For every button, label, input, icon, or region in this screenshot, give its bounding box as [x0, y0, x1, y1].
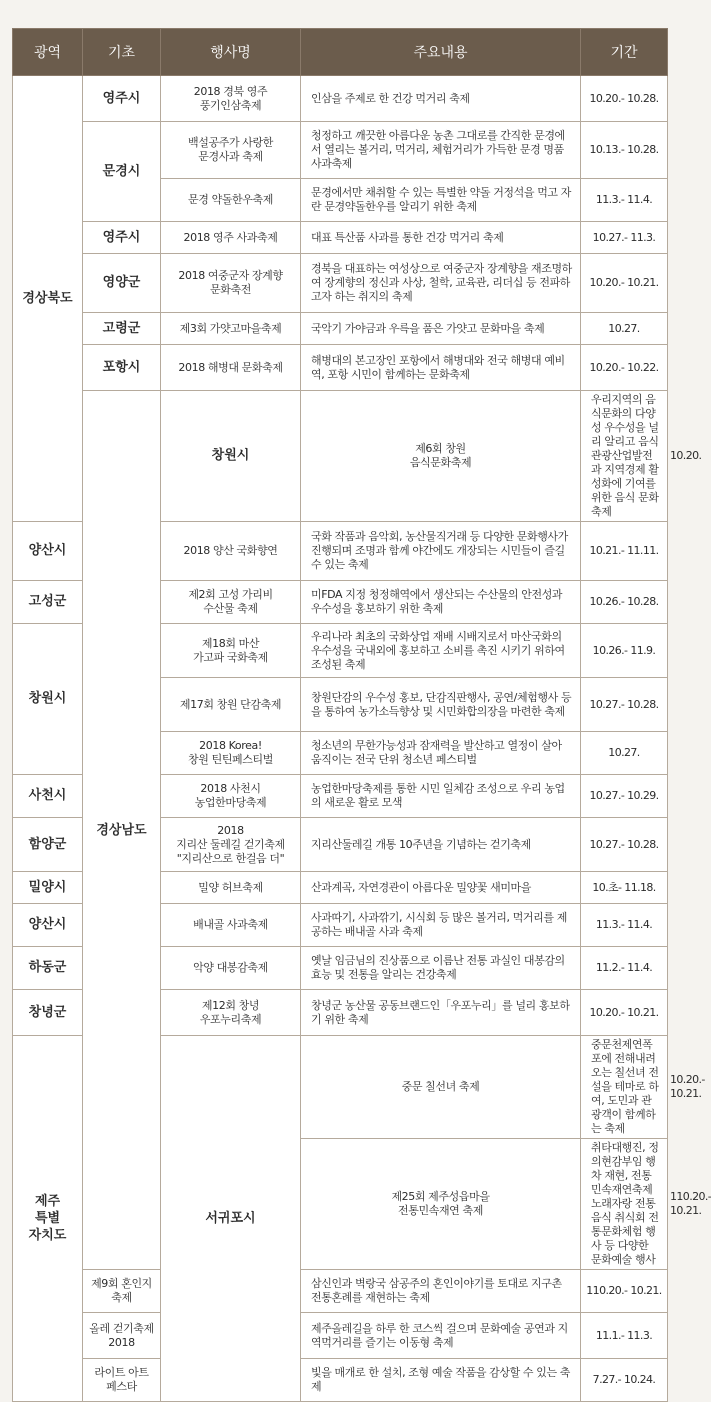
- description-cell: 창원단감의 우수성 홍보, 단감직판행사, 공연/체험행사 등을 통하여 농가소득향상 및 시민화합의장을 마련한 축제: [301, 678, 581, 732]
- description-cell: 옛날 임금님의 진상품으로 이름난 전통 과실인 대봉감의 효능 및 전통을 알리는 건강축제: [301, 947, 581, 990]
- table-row: [13, 1270, 668, 1313]
- table-row: 제25회 제주성읍마을 전통민속재연 축제 취타대행진, 정의현감부임 행차 재현, 전통민속재연축제 노래자랑 전통음식 취식회 전통문화체험 행사 등 다양한 문화예술 행사 110.20.- 10.21.: [13, 1139, 668, 1270]
- description-cell: 빛을 매개로 한 설치, 조형 예술 작품을 감상할 수 있는 축제: [301, 1359, 581, 1402]
- event-name-cell: 2018 지리산 둘레길 걷기축제 "지리산으로 한걸음 더": [161, 818, 301, 872]
- event-name-cell: 2018 사천시 농업한마당축제: [161, 775, 301, 818]
- city-cell: 하동군: [13, 947, 83, 990]
- description-cell: 해병대의 본고장인 포항에서 해병대와 전국 해병대 예비역, 포항 시민이 함께하는 문화축제: [301, 345, 581, 391]
- festival-table-container: [12, 28, 711, 1402]
- event-name-cell: 제12회 창녕 우포누리축제: [161, 990, 301, 1036]
- period-cell: 10.20.- 10.21.: [581, 254, 668, 313]
- table-body: [13, 76, 711, 1402]
- period-cell: 10.26.- 11.9.: [581, 624, 668, 678]
- table-row: [13, 1359, 668, 1402]
- city-cell: 고령군: [83, 313, 161, 345]
- period-cell: 11.3.- 11.4.: [581, 179, 668, 222]
- period-cell: 10.20.- 10.21.: [581, 990, 668, 1036]
- description-cell: 산과계곡, 자연경관이 아름다운 밀양꽃 새미마을: [301, 872, 581, 904]
- event-name-cell: 제6회 창원 음식문화축제: [301, 391, 581, 522]
- city-cell: 사천시: [13, 775, 83, 818]
- table-row: 경상남도 창원시 제6회 창원 음식문화축제 우리지역의 음식문화의 다양성 우수성을 널리 알리고 음식관광산업발전과 지역경제 활성화에 기여를 위한 음식 문화 축제 10.20.: [13, 391, 668, 522]
- city-cell: 창원시: [161, 391, 301, 522]
- region-cell: 경상북도: [13, 76, 83, 522]
- region-cell: 경상남도: [83, 391, 161, 1270]
- period-cell: 110.20.- 10.21.: [581, 1270, 668, 1313]
- region-cell: 제주 특별 자치도: [13, 1036, 83, 1402]
- period-cell: 10.26.- 10.28.: [581, 581, 668, 624]
- period-cell: 10.27.- 10.29.: [581, 775, 668, 818]
- description-cell: 제주올레길을 하루 한 코스씩 걸으며 문화예술 공연과 지역먹거리를 즐기는 이동형 축제: [301, 1313, 581, 1359]
- city-cell: 양산시: [13, 522, 83, 581]
- description-cell: 인삼을 주제로 한 건강 먹거리 축제: [301, 76, 581, 122]
- header-city: 기초: [83, 29, 161, 76]
- description-cell: 국화 작품과 음악회, 농산물직거래 등 다양한 문화행사가 진행되며 조명과 함께 야간에도 개장되는 시민들이 즐길 수 있는 축제: [301, 522, 581, 581]
- period-cell: 11.1.- 11.3.: [581, 1313, 668, 1359]
- description-cell: 대표 특산품 사과를 통한 건강 먹거리 축제: [301, 222, 581, 254]
- header-period: 기간: [581, 29, 668, 76]
- city-cell: 서귀포시: [161, 1036, 301, 1402]
- description-cell: 지리산둘레길 개통 10주년을 기념하는 걷기축제: [301, 818, 581, 872]
- table-row: [13, 76, 668, 122]
- description-cell: 국악기 가야금과 우륵을 품은 가얏고 문화마을 축제: [301, 313, 581, 345]
- event-name-cell: 2018 여중군자 장계향 문화축전: [161, 254, 301, 313]
- period-cell: 11.3.- 11.4.: [581, 904, 668, 947]
- period-cell: 10.20.- 10.22.: [581, 345, 668, 391]
- event-name-cell: 중문 칠선녀 축제: [301, 1036, 581, 1139]
- event-name-cell: 제17회 창원 단감축제: [161, 678, 301, 732]
- city-cell: 양산시: [13, 904, 83, 947]
- event-name-cell: 2018 양산 국화향연: [161, 522, 301, 581]
- description-cell: 미FDA 지정 청정해역에서 생산되는 수산물의 안전성과 우수성을 홍보하기 위한 축제: [301, 581, 581, 624]
- period-cell: 10.13.- 10.28.: [581, 122, 668, 179]
- description-cell: 사과따기, 사과깎기, 시식회 등 많은 볼거리, 먹거리를 제공하는 배내골 사과 축제: [301, 904, 581, 947]
- period-cell: 10.20.- 10.28.: [581, 76, 668, 122]
- description-cell: 삼신인과 벽랑국 삼공주의 혼인이야기를 토대로 지구촌 전통혼례를 재현하는 축제: [301, 1270, 581, 1313]
- city-cell: 영주시: [83, 222, 161, 254]
- city-cell: 고성군: [13, 581, 83, 624]
- header-description: 주요내용: [301, 29, 581, 76]
- period-cell: 10.27.: [581, 313, 668, 345]
- table-row: 제주 특별 자치도 서귀포시 중문 칠선녀 축제 중문천제연폭포에 전해내려오는 칠선녀 전설을 테마로 하여, 도민과 관광객이 함께하는 축제 10.20.- 10.21.: [13, 1036, 668, 1139]
- header-event: 행사명: [161, 29, 301, 76]
- event-name-cell: 제18회 마산 가고파 국화축제: [161, 624, 301, 678]
- period-cell: 10.27.- 10.28.: [581, 678, 668, 732]
- event-name-cell: 문경 약돌한우축제: [161, 179, 301, 222]
- description-cell: 청정하고 깨끗한 아름다운 농촌 그대로를 간직한 문경에서 열리는 볼거리, 먹거리, 체험거리가 가득한 문경 명품 사과축제: [301, 122, 581, 179]
- description-cell: 우리나라 최초의 국화상업 재배 시배지로서 마산국화의 우수성을 국내외에 홍보하고 소비를 촉진 시키기 위하여 조성된 축제: [301, 624, 581, 678]
- table-header-row: [13, 29, 668, 76]
- description-cell: 농업한마당축제를 통한 시민 일체감 조성으로 우리 농업의 새로운 활로 모색: [301, 775, 581, 818]
- table-row: [13, 313, 668, 345]
- period-cell: 11.2.- 11.4.: [581, 947, 668, 990]
- table-row: [13, 254, 668, 313]
- event-name-cell: 2018 영주 사과축제: [161, 222, 301, 254]
- period-cell: 7.27.- 10.24.: [581, 1359, 668, 1402]
- period-cell: 10.초- 11.18.: [581, 872, 668, 904]
- festival-table: [12, 28, 711, 1402]
- period-cell: 10.27.: [581, 732, 668, 775]
- city-cell: 함양군: [13, 818, 83, 872]
- event-name-cell: 올레 걷기축제 2018: [83, 1313, 161, 1359]
- city-cell: 밀양시: [13, 872, 83, 904]
- period-cell: 10.21.- 11.11.: [581, 522, 668, 581]
- city-cell: 포항시: [83, 345, 161, 391]
- city-cell: 영양군: [83, 254, 161, 313]
- event-name-cell: 2018 Korea! 창원 틴틴페스티벌: [161, 732, 301, 775]
- description-cell: 경북을 대표하는 여성상으로 여중군자 장계향을 재조명하여 장계향의 정신과 사상, 철학, 교육관, 리더십 등 전파하고자 하는 취지의 축제: [301, 254, 581, 313]
- table-row: [13, 122, 668, 179]
- event-name-cell: 백설공주가 사랑한 문경사과 축제: [161, 122, 301, 179]
- period-cell: 10.27.- 10.28.: [581, 818, 668, 872]
- event-name-cell: 악양 대봉감축제: [161, 947, 301, 990]
- period-cell: 10.27.- 11.3.: [581, 222, 668, 254]
- city-cell: 창원시: [13, 624, 83, 775]
- event-name-cell: 밀양 허브축제: [161, 872, 301, 904]
- event-name-cell: 제2회 고성 가리비 수산물 축제: [161, 581, 301, 624]
- description-cell: 중문천제연폭포에 전해내려오는 칠선녀 전설을 테마로 하여, 도민과 관광객이 함께하는 축제: [581, 1036, 668, 1139]
- event-name-cell: 제25회 제주성읍마을 전통민속재연 축제: [301, 1139, 581, 1270]
- city-cell: 창녕군: [13, 990, 83, 1036]
- event-name-cell: 제3회 가얏고마을축제: [161, 313, 301, 345]
- table-row: [13, 1313, 668, 1359]
- event-name-cell: 2018 경북 영주 풍기인삼축제: [161, 76, 301, 122]
- event-name-cell: 배내골 사과축제: [161, 904, 301, 947]
- city-cell: 영주시: [83, 76, 161, 122]
- description-cell: 우리지역의 음식문화의 다양성 우수성을 널리 알리고 음식관광산업발전과 지역경제 활성화에 기여를 위한 음식 문화 축제: [581, 391, 668, 522]
- event-name-cell: 라이트 아트 페스타: [83, 1359, 161, 1402]
- description-cell: 창녕군 농산물 공동브랜드인「우포누리」를 널리 홍보하기 위한 축제: [301, 990, 581, 1036]
- description-cell: 취타대행진, 정의현감부임 행차 재현, 전통민속재연축제 노래자랑 전통음식 취식회 전통문화체험 행사 등 다양한 문화예술 행사: [581, 1139, 668, 1270]
- city-cell: 문경시: [83, 122, 161, 222]
- event-name-cell: 제9회 혼인지축제: [83, 1270, 161, 1313]
- table-row: [13, 345, 668, 391]
- description-cell: 청소년의 무한가능성과 잠재력을 발산하고 열정이 살아 움직이는 전국 단위 청소년 페스티벌: [301, 732, 581, 775]
- event-name-cell: 2018 해병대 문화축제: [161, 345, 301, 391]
- description-cell: 문경에서만 채취할 수 있는 특별한 약돌 거정석을 먹고 자란 문경약돌한우를 알리기 위한 축제: [301, 179, 581, 222]
- header-region: 광역: [13, 29, 83, 76]
- table-row: [13, 222, 668, 254]
